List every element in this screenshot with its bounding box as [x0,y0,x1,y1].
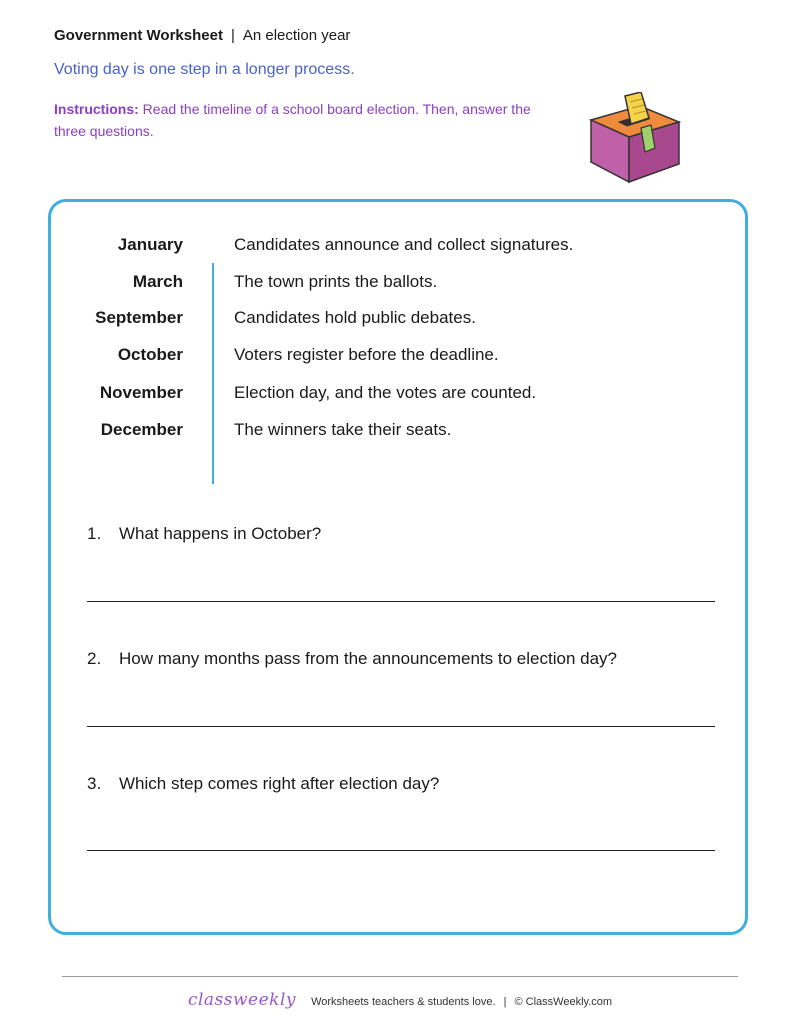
worksheet-header [54,27,350,44]
worksheet-subtitle: Voting day is one step in a longer process. [54,61,355,78]
question-number: 3. [87,774,102,793]
timeline-event: Candidates hold public debates. [234,308,476,327]
timeline-event: Candidates announce and collect signatures. [234,235,574,254]
timeline-event: The winners take their seats. [234,420,452,439]
worksheet-topic: An election year [242,27,351,44]
question-text: Which step comes right after election day? [119,774,440,793]
question-number: 2. [87,649,102,668]
header-separator: | [230,27,235,44]
question-number: 1. [87,524,102,543]
timeline-month: November [99,383,183,402]
timeline-row [51,305,745,335]
timeline-month: January [117,235,183,254]
answer-line-2[interactable] [87,726,715,727]
timeline-event: The town prints the ballots. [234,272,438,291]
question-text: What happens in October? [119,524,322,543]
brand-logo: classweekly [187,990,296,1010]
timeline-month: October [117,345,183,364]
timeline-row [51,269,745,299]
timeline-row [51,342,745,372]
footer-divider [62,976,738,977]
footer-copyright: © ClassWeekly.com [514,996,613,1008]
timeline-row [51,380,745,410]
timeline-card [48,199,748,935]
instructions-text: Read the timeline of a school board election. Then, answer the three questions. [54,101,531,139]
question-3 [87,774,439,794]
question-text: How many months pass from the announcements to election day? [119,649,617,668]
timeline-row [51,417,745,447]
timeline-month: March [132,272,183,291]
footer-separator: | [503,996,507,1008]
worksheet-title: Government Worksheet [54,27,223,44]
footer [0,990,800,1010]
question-2 [87,649,617,669]
timeline-month: September [95,308,183,327]
timeline-month: December [100,420,183,439]
answer-line-3[interactable] [87,850,715,851]
instructions-label: Instructions: [54,101,139,117]
answer-line-1[interactable] [87,601,715,602]
timeline-event: Election day, and the votes are counted. [234,383,537,402]
instructions [54,98,564,142]
timeline-event: Voters register before the deadline. [234,345,499,364]
timeline-row [51,232,745,262]
question-1 [87,524,321,544]
ballot-box-icon [585,92,685,187]
footer-tagline: Worksheets teachers & students love. [311,996,496,1008]
